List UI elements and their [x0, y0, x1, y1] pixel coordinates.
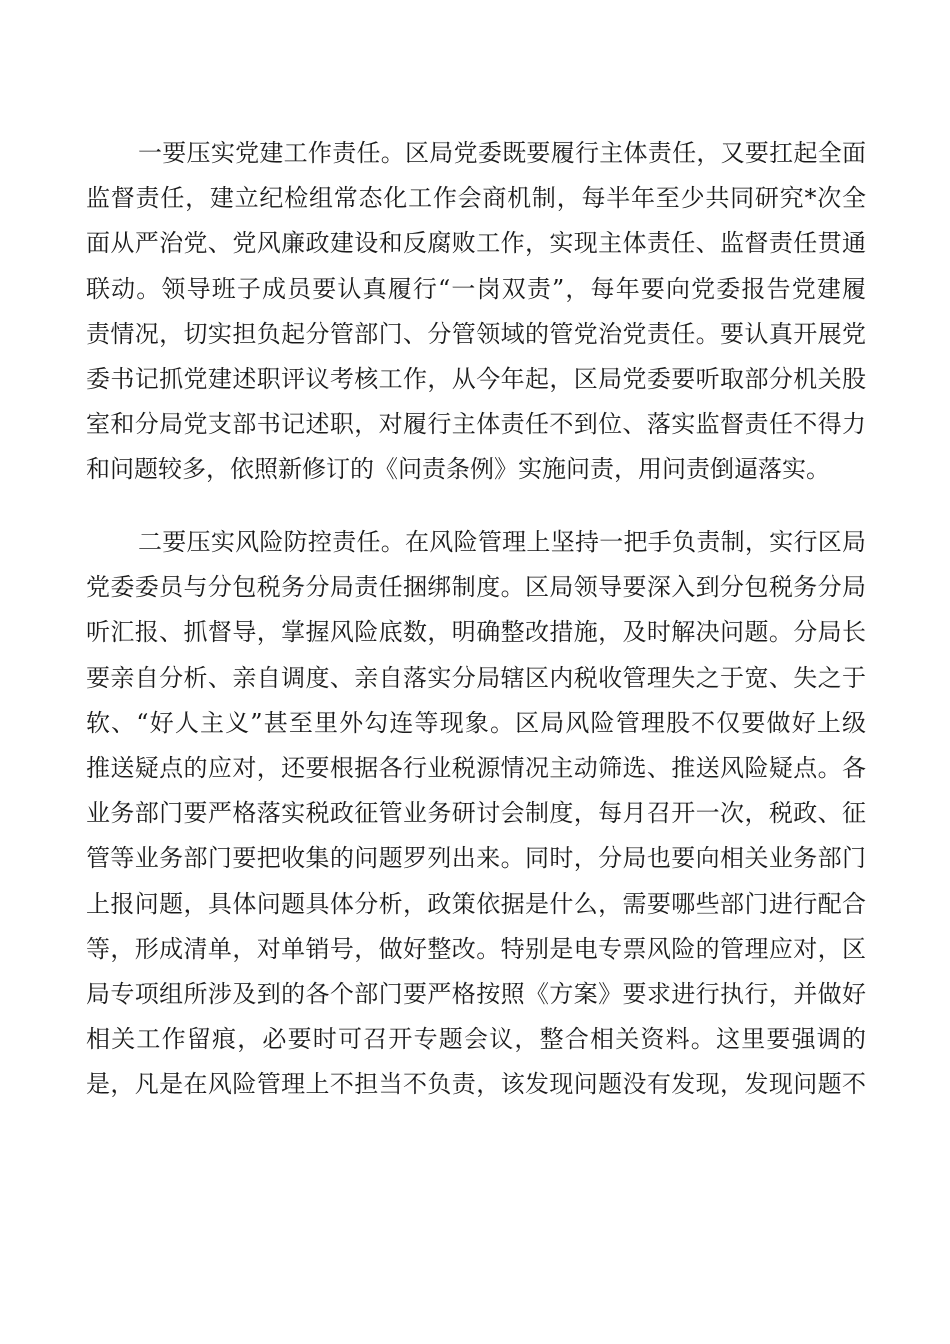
- paragraph-party-building-responsibility: [86, 131, 866, 493]
- paragraph-line: 室和分局党支部书记述职，对履行主体责任不到位、落实监督责任不得力: [86, 410, 866, 439]
- paragraph-line: 软、“好人主义”甚至里外勾连等现象。区局风险管理股不仅要做好上级: [86, 708, 866, 737]
- paragraph-line: 监督责任，建立纪检组常态化工作会商机制，每半年至少共同研究*次全: [86, 184, 866, 213]
- paragraph-line: 业务部门要严格落实税政征管业务研讨会制度，每月召开一次，税政、征: [86, 799, 866, 828]
- paragraph-line: 一要压实党建工作责任。区局党委既要履行主体责任，又要扛起全面: [138, 139, 866, 167]
- paragraph-line: 是，凡是在风险管理上不担当不负责，该发现问题没有发现，发现问题不: [86, 1070, 866, 1099]
- paragraph-line: 联动。领导班子成员要认真履行“一岗双责”，每年要向党委报告党建履: [86, 274, 866, 303]
- paragraph-line: 推送疑点的应对，还要根据各行业税源情况主动筛选、推送风险疑点。各: [86, 753, 866, 782]
- paragraph-line: 面从严治党、党风廉政建设和反腐败工作，实现主体责任、监督责任贯通: [86, 229, 866, 258]
- paragraph-line: 党委委员与分包税务分局责任捆绑制度。区局领导要深入到分包税务分局: [86, 573, 866, 602]
- paragraph-line: 相关工作留痕，必要时可召开专题会议，整合相关资料。这里要强调的: [86, 1025, 866, 1054]
- paragraph-line: 委书记抓党建述职评议考核工作，从今年起，区局党委要听取部分机关股: [86, 364, 866, 393]
- paragraph-line: 二要压实风险防控责任。在风险管理上坚持一把手负责制，实行区局: [138, 528, 866, 556]
- paragraph-risk-control-responsibility: [86, 520, 866, 1107]
- paragraph-line: 上报问题，具体问题具体分析，政策依据是什么，需要哪些部门进行配合: [86, 889, 866, 918]
- paragraph-line: 局专项组所涉及到的各个部门要严格按照《方案》要求进行执行，并做好: [86, 979, 866, 1008]
- paragraph-line: 管等业务部门要把收集的问题罗列出来。同时，分局也要向相关业务部门: [86, 844, 866, 873]
- paragraph-line: 听汇报、抓督导，掌握风险底数，明确整改措施，及时解决问题。分局长: [86, 618, 866, 647]
- paragraph-line: 等，形成清单，对单销号，做好整改。特别是电专票风险的管理应对，区: [86, 934, 866, 963]
- paragraph-line: 责情况，切实担负起分管部门、分管领域的管党治党责任。要认真开展党: [86, 319, 866, 348]
- paragraph-line: 要亲自分析、亲自调度、亲自落实分局辖区内税收管理失之于宽、失之于: [86, 663, 866, 692]
- paragraph-line: 和问题较多，依照新修订的《问责条例》实施问责，用问责倒逼落实。: [86, 455, 830, 484]
